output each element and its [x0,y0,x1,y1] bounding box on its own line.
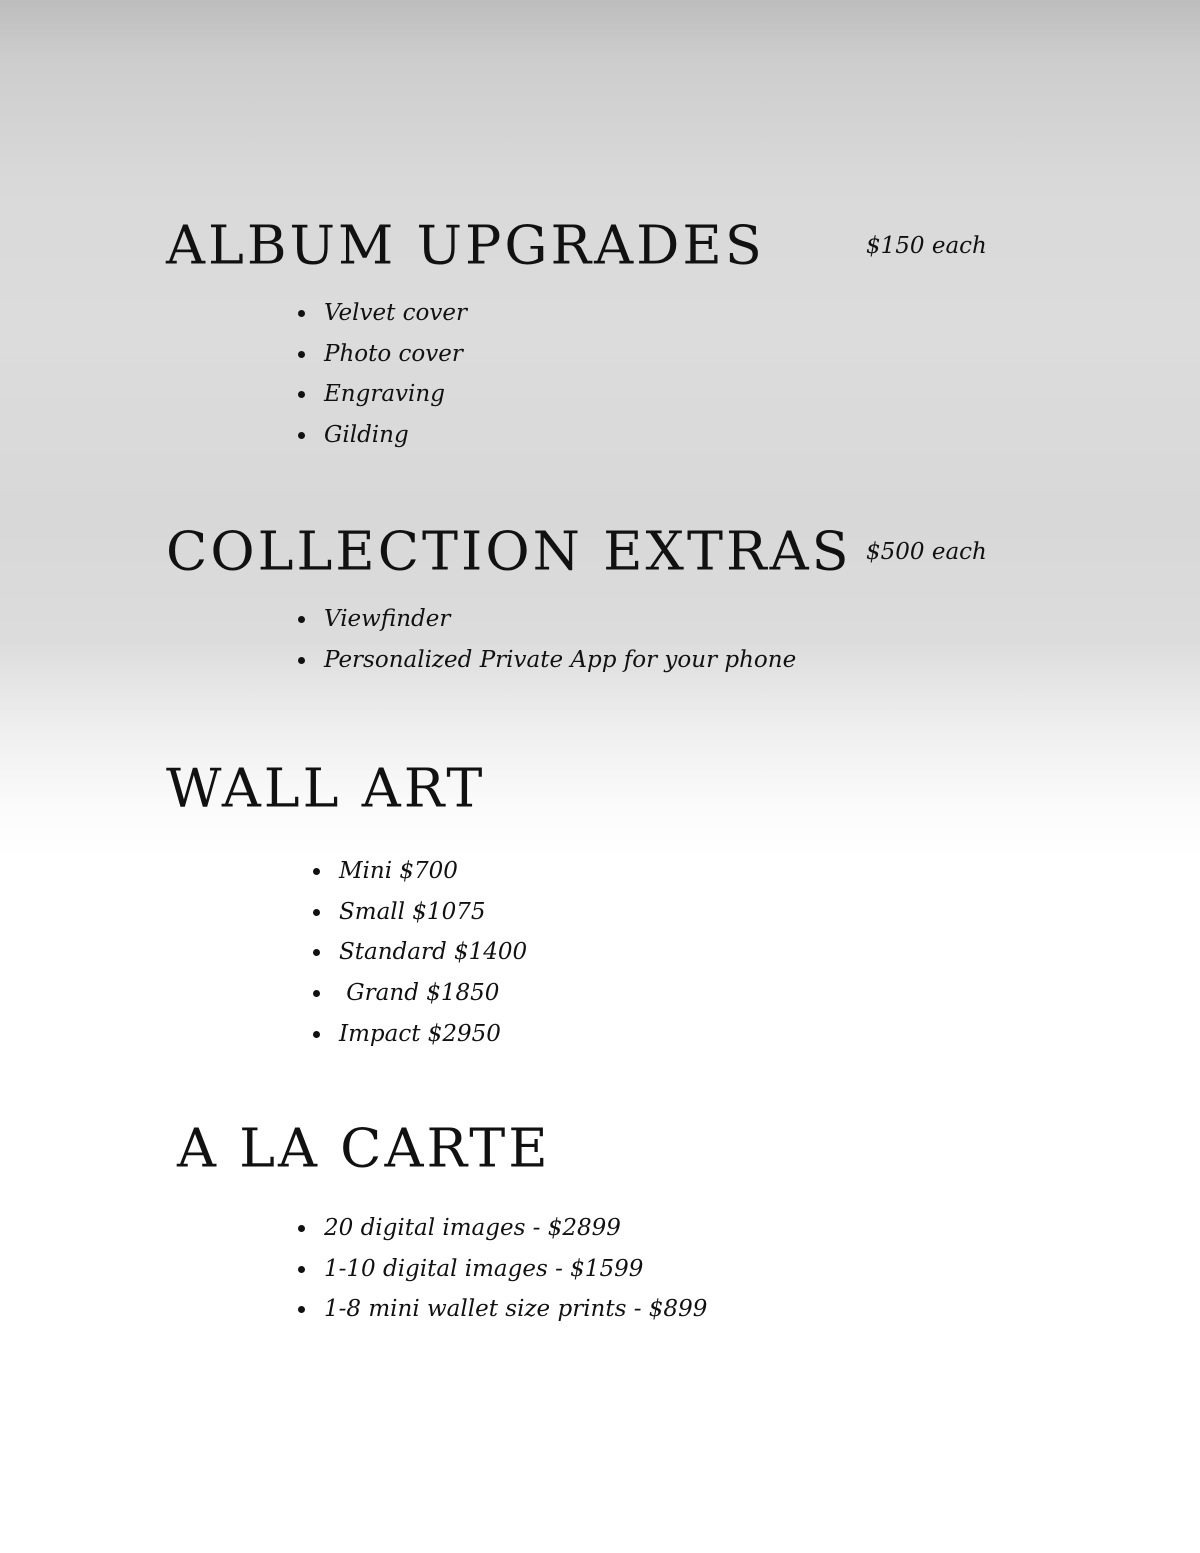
list-item: Personalized Private App for your phone [298,640,796,681]
collection-extras-list [298,599,796,680]
list-item: Photo cover [298,334,467,375]
list-item: 1-10 digital images - $1599 [298,1249,707,1290]
list-item: Small $1075 [313,892,527,933]
collection-extras-heading: COLLECTION EXTRAS [166,520,852,583]
list-item: Grand $1850 [313,973,527,1014]
list-item: Impact $2950 [313,1014,527,1055]
collection-extras-price: $500 each [866,539,987,565]
album-upgrades-list [298,293,467,456]
a-la-carte-heading: A LA CARTE [177,1117,551,1180]
list-item: Mini $700 [313,851,527,892]
list-item: Viewfinder [298,599,796,640]
list-item: Engraving [298,374,467,415]
list-item: Velvet cover [298,293,467,334]
wall-art-list [313,851,527,1054]
list-item: Gilding [298,415,467,456]
list-item: 20 digital images - $2899 [298,1208,707,1249]
a-la-carte-list [298,1208,707,1330]
list-item: Standard $1400 [313,932,527,973]
list-item: 1-8 mini wallet size prints - $899 [298,1289,707,1330]
wall-art-heading: WALL ART [166,757,486,820]
album-upgrades-heading: ALBUM UPGRADES [166,214,765,277]
album-upgrades-price: $150 each [866,233,987,259]
